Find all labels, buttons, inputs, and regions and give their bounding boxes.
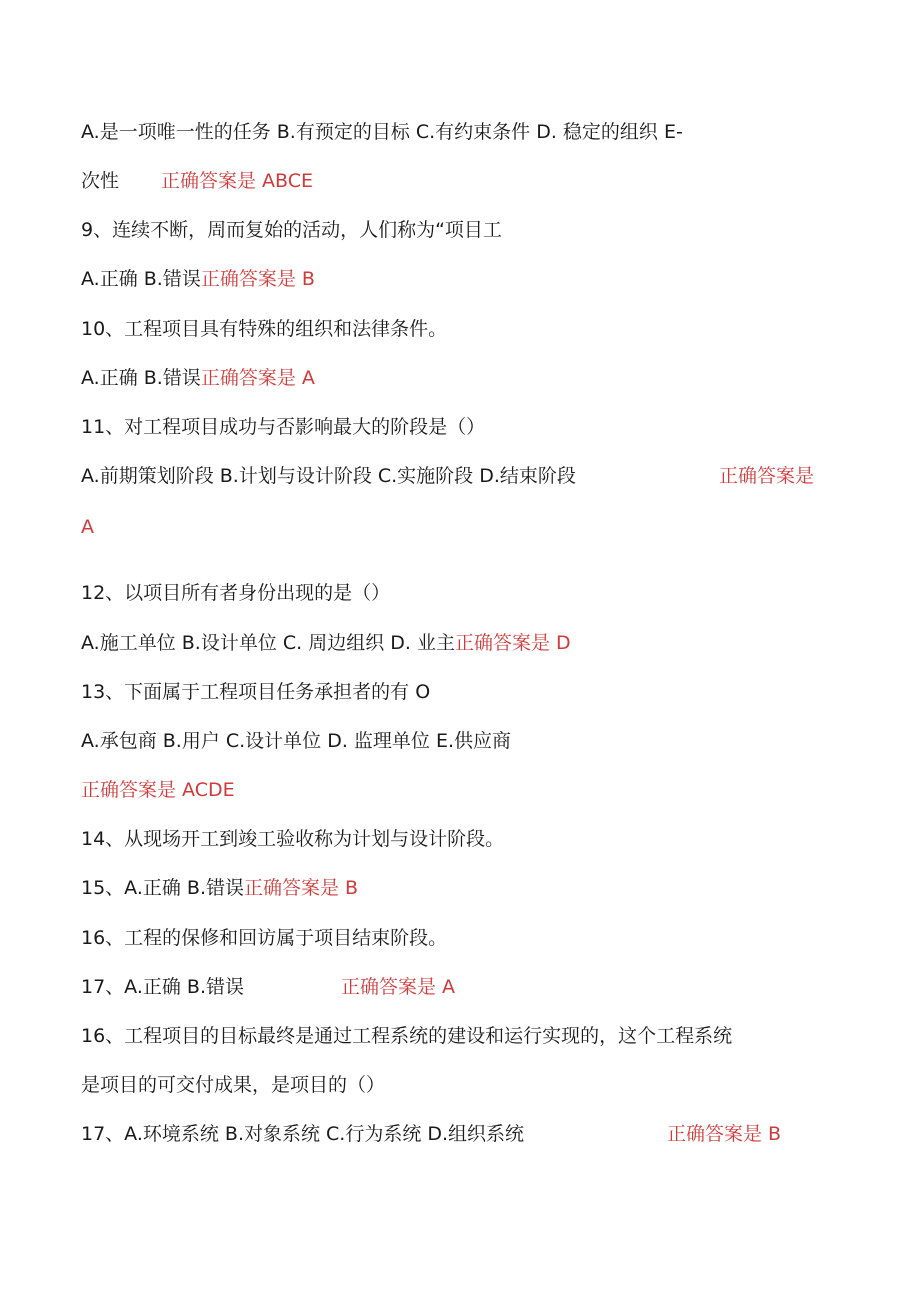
q12-question: 12、以项目所有者身份出现的是（） [81, 582, 391, 604]
q10-options: A.正确 B.错误 [81, 367, 201, 389]
q17b-options-line [81, 1121, 524, 1147]
q16-question-line [81, 925, 447, 951]
q17b-options: 17、A.环境系统 B.对象系统 C.行为系统 D.组织系统 [81, 1123, 525, 1145]
q17-options-line [81, 974, 244, 1000]
q9-answer: 正确答案是 B [200, 268, 315, 290]
q10-options-line [81, 365, 315, 391]
q13-options: A.承包商 B.用户 C.设计单位 D. 监理单位 E.供应商 [81, 730, 511, 752]
q11-options: A.前期策划阶段 B.计划与设计阶段 C.实施阶段 D.结束阶段 [81, 465, 576, 487]
q8-options-cont-line [81, 168, 313, 194]
q11-question: 11、对工程项目成功与否影响最大的阶段是（） [81, 416, 486, 438]
q10-question: 10、工程项目具有特殊的组织和法律条件。 [81, 318, 448, 340]
q15-options-line [81, 875, 358, 901]
q15-answer: 正确答案是 B [244, 877, 359, 899]
q8-answer: 正确答案是 ABCE [161, 170, 314, 192]
q13-options-line [81, 728, 511, 754]
q11-answer-label: 正确答案是 [719, 465, 815, 487]
q17b-answer: 正确答案是 B [667, 1123, 782, 1145]
q12-question-line [81, 580, 390, 606]
q9-question: 9、连续不断，周而复始的活动，人们称为“项目工 [81, 219, 502, 241]
q8-options-cont: 次性 [81, 170, 120, 192]
q15-options: 15、A.正确 B.错误 [81, 877, 244, 899]
q16b-question-cont: 是项目的可交付成果，是项目的（） [81, 1074, 386, 1096]
q11-answer-value: A [81, 516, 94, 538]
q13-answer: 正确答案是 ACDE [81, 779, 235, 801]
q12-options-line [81, 630, 571, 656]
q9-options: A.正确 B.错误 [81, 268, 201, 290]
q8-options: A.是一项唯一性的任务 B.有预定的目标 C.有约束条件 D. 稳定的组织 E- [81, 121, 683, 143]
q16b-question: 16、工程项目的目标最终是通过工程系统的建设和运行实现的，这个工程系统 [81, 1025, 733, 1047]
q16-question: 16、工程的保修和回访属于项目结束阶段。 [81, 927, 448, 949]
q10-answer: 正确答案是 A [200, 367, 315, 389]
q11-question-line [81, 414, 485, 440]
q17-answer: 正确答案是 A [341, 976, 456, 998]
q12-options: A.施工单位 B.设计单位 C. 周边组织 D. 业主 [81, 632, 455, 654]
q10-question-line [81, 316, 447, 342]
q14-question-line [81, 826, 504, 852]
q16b-question-cont-line [81, 1072, 385, 1098]
q13-question-line [81, 679, 430, 705]
q9-options-line [81, 266, 315, 292]
q16b-question-line [81, 1023, 732, 1049]
q13-question: 13、下面属于工程项目任务承担者的有 O [81, 681, 431, 703]
q11-options-line [81, 463, 576, 489]
q8-options-line [81, 119, 683, 145]
q14-question: 14、从现场开工到竣工验收称为计划与设计阶段。 [81, 828, 505, 850]
q9-question-line [81, 217, 502, 243]
q12-answer: 正确答案是 D [454, 632, 571, 654]
q17-options: 17、A.正确 B.错误 [81, 976, 244, 998]
